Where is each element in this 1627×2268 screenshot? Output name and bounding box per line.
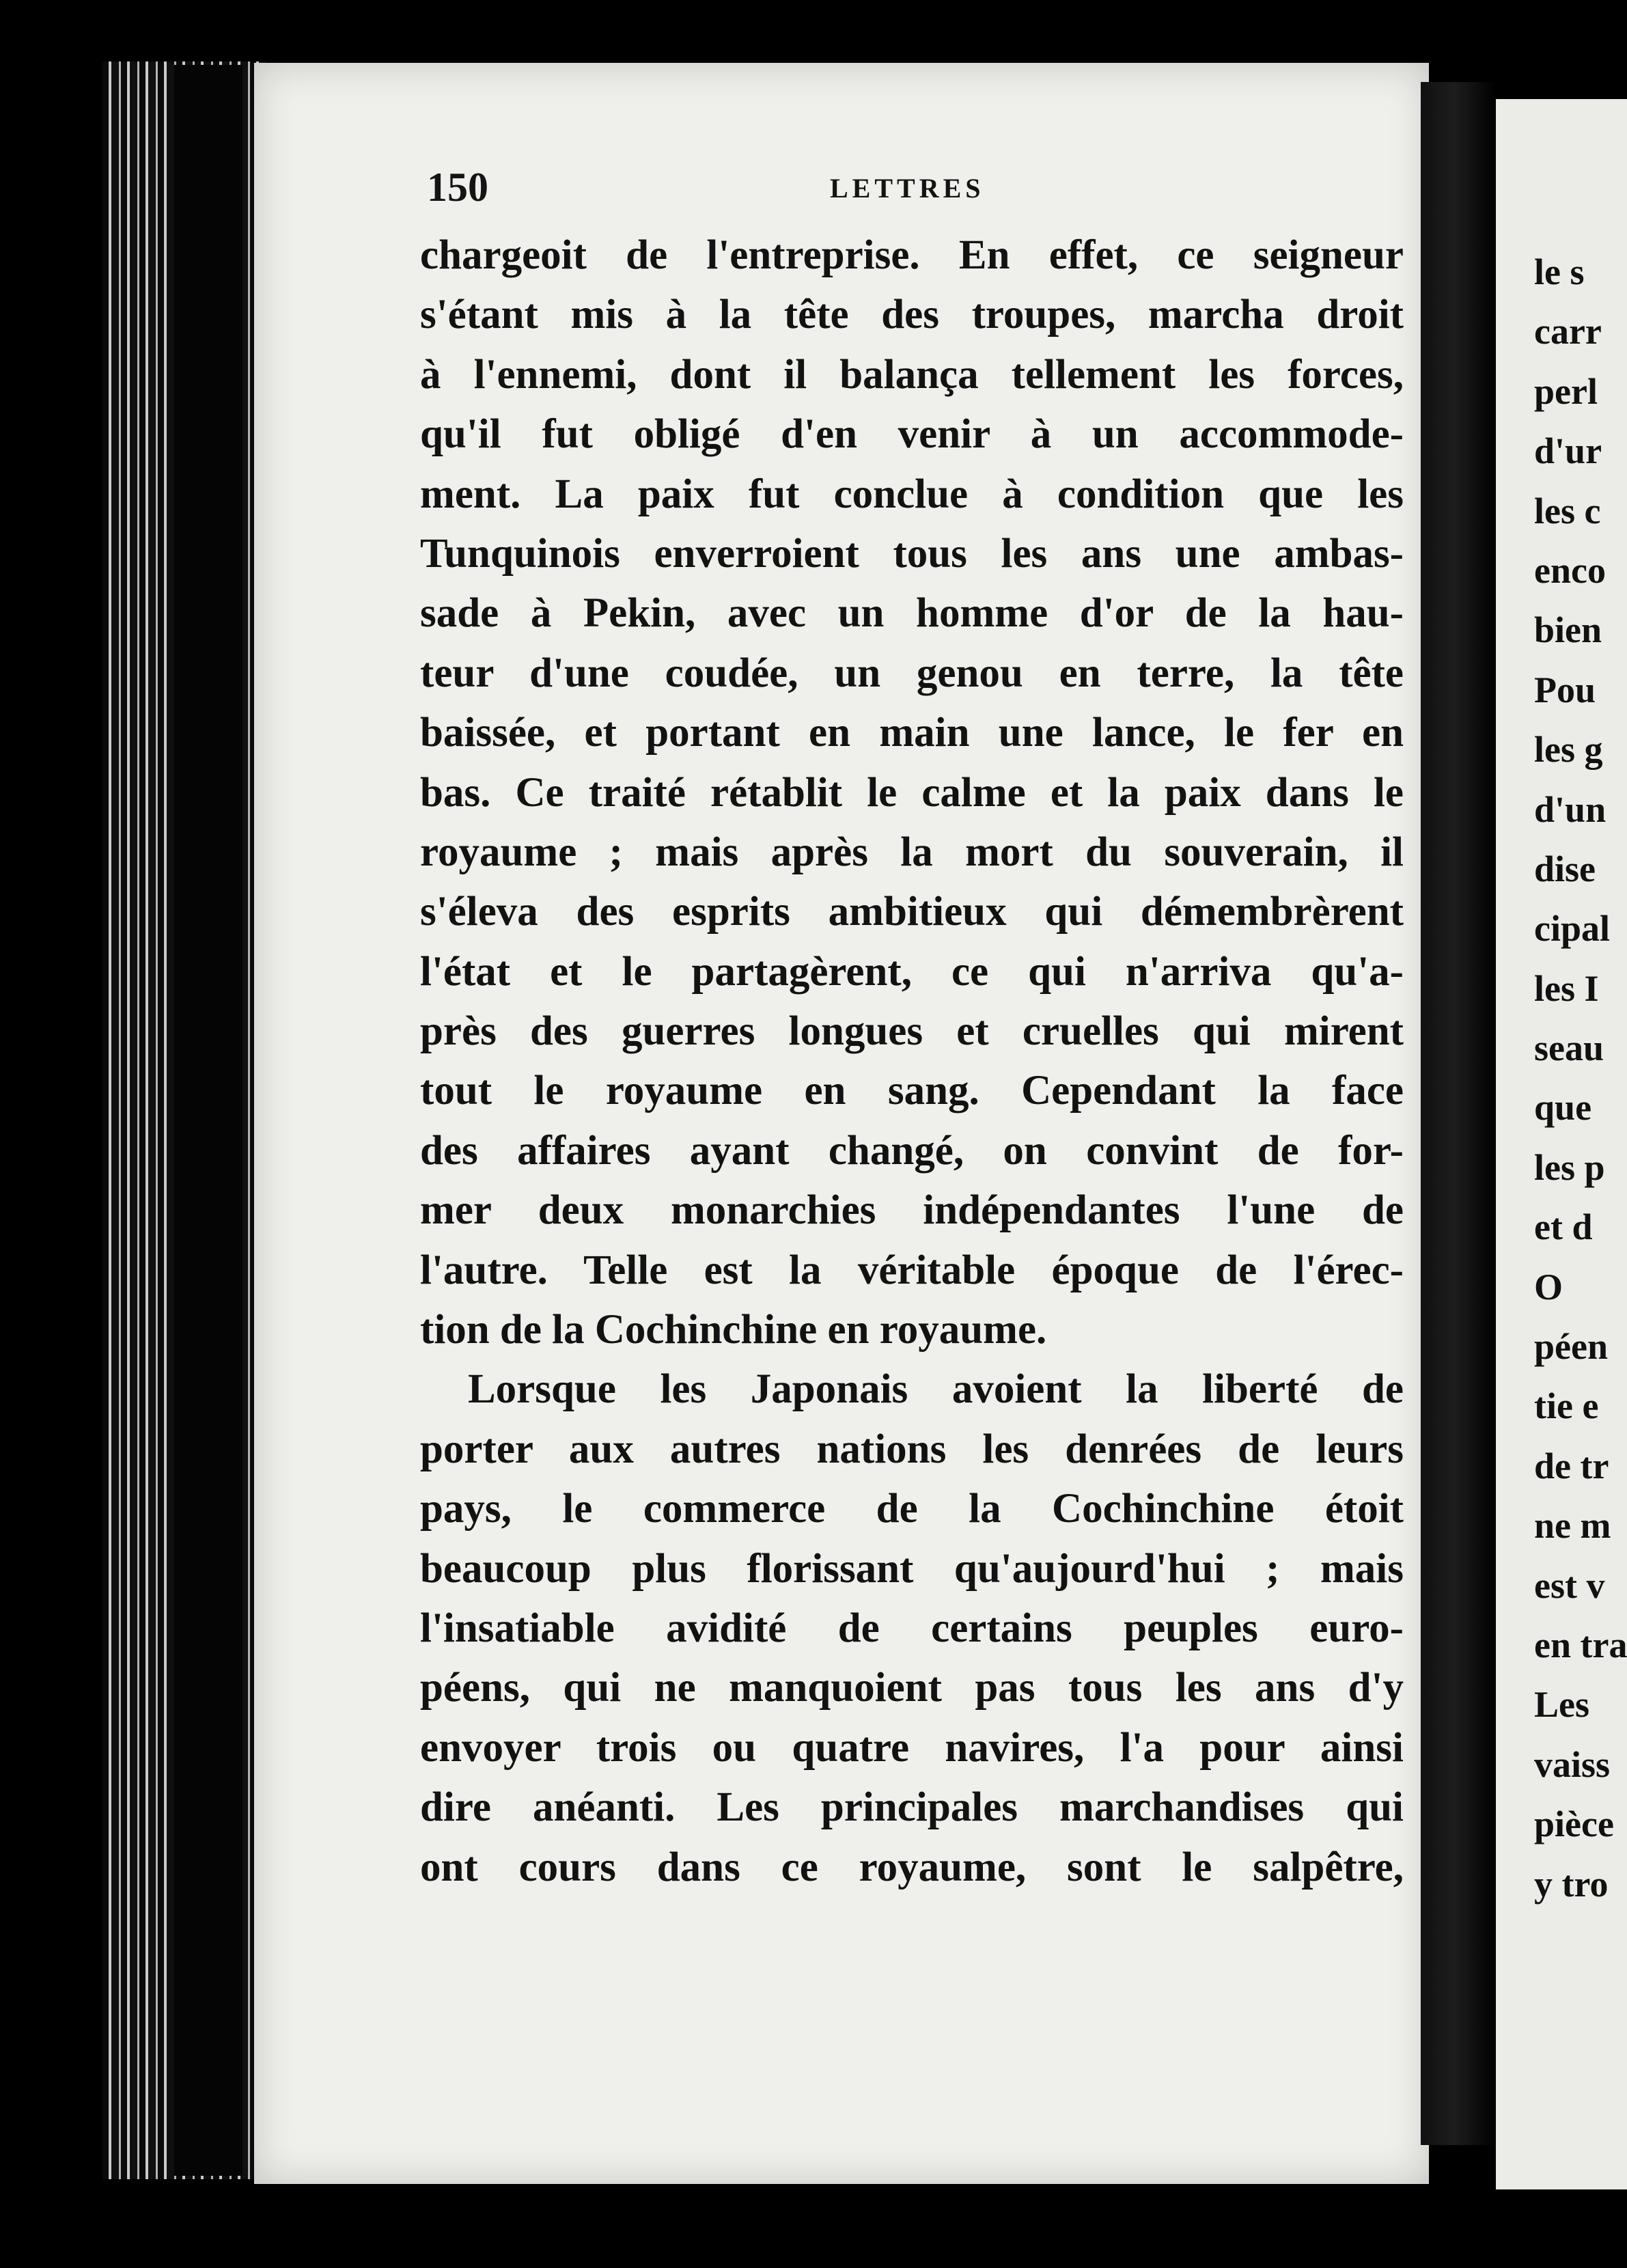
facing-text-line: seau [1534,1027,1604,1069]
text-line: s'éleva des esprits ambitieux qui démembrèrent [420,889,1404,935]
facing-text-line: d'un [1534,788,1607,830]
facing-text-line: dise [1534,848,1596,889]
text-line: tion de la Cochinchine en royaume. [420,1307,1047,1353]
facing-text-line: cipal [1534,908,1611,950]
text-line: beaucoup plus florissant qu'aujourd'hui ; mais [420,1545,1404,1592]
text-line: à l'ennemi, dont il balança tellement les forces, [420,351,1404,398]
text-line: l'état et le partagèrent, ce qui n'arriva qu'a- [420,948,1404,995]
text-line: l'autre. Telle est la véritable époque de l'érec- [420,1247,1404,1293]
facing-text-line: les g [1534,729,1603,771]
text-line: royaume ; mais après la mort du souverain, il [420,829,1404,875]
facing-text-line: y tro [1534,1863,1609,1905]
text-line: des affaires ayant changé, on convint de for- [420,1127,1404,1174]
body-text [420,225,1404,1897]
facing-text-line: le s [1534,251,1585,292]
facing-text-line: ne m [1534,1505,1611,1547]
text-line: bas. Ce traité rétablit le calme et la paix dans le [420,769,1404,816]
text-line: teur d'une coudée, un genou en terre, la tête [420,650,1404,696]
text-line: ont cours dans ce royaume, sont le salpêtre, [420,1844,1404,1890]
facing-text-line: vaiss [1534,1743,1611,1785]
facing-text-line: de tr [1534,1445,1609,1486]
text-line: baissée, et portant en main une lance, le fer en [420,710,1404,756]
text-line: sade à Pekin, avec un homme d'or de la hau- [420,590,1404,637]
facing-page-text [1534,243,1627,1914]
facing-text-line: que [1534,1087,1592,1129]
text-line: ment. La paix fut conclue à condition que les [420,471,1404,517]
text-line: porter aux autres nations les denrées de leurs [420,1426,1404,1472]
facing-text-line: pièce [1534,1803,1614,1845]
facing-text-line: les I [1534,967,1599,1009]
facing-text-line: d'ur [1534,430,1602,472]
facing-text-line: en tra [1534,1624,1627,1665]
text-line: Tunquinois enverroient tous les ans une ambas- [420,530,1404,577]
text-line: péens, qui ne manquoient pas tous les ans d'y [420,1665,1404,1711]
text-line: chargeoit de l'entreprise. En effet, ce seigneur [420,232,1404,278]
facing-text-line: péen [1534,1326,1608,1368]
page-gutter-shadow [1421,82,1496,2145]
facing-text-line: et d [1534,1206,1593,1248]
page-number: 150 [427,165,488,210]
facing-text-line: O [1534,1266,1563,1308]
facing-text-line: bien [1534,609,1602,651]
facing-text-line: est v [1534,1564,1605,1606]
book-edge-shadow [174,65,242,2176]
text-line: tout le royaume en sang. Cependant la face [420,1068,1404,1114]
facing-text-line: Les [1534,1684,1589,1726]
facing-text-line: les p [1534,1146,1605,1188]
facing-text-line: tie e [1534,1385,1599,1427]
facing-text-line: carr [1534,311,1602,352]
facing-text-line: enco [1534,549,1606,591]
running-head: LETTRES [830,173,985,204]
text-line: dire anéanti. Les principales marchandises qui [420,1784,1404,1831]
facing-text-line: perl [1534,370,1598,412]
text-line: envoyer trois ou quatre navires, l'a pour ainsi [420,1724,1404,1771]
text-line: pays, le commerce de la Cochinchine étoit [420,1486,1404,1532]
facing-text-line: les c [1534,490,1601,531]
facing-text-line: Pou [1534,669,1596,710]
facing-page [1496,99,1627,2189]
text-line: mer deux monarchies indépendantes l'une de [420,1187,1404,1234]
text-line: qu'il fut obligé d'en venir à un accommode- [420,411,1404,458]
paragraph-start-line: Lorsque les Japonais avoient la liberté de [468,1366,1404,1413]
text-line: s'étant mis à la tête des troupes, marcha droit [420,292,1404,338]
text-line: l'insatiable avidité de certains peuples euro- [420,1605,1404,1651]
page-header [427,164,1410,219]
text-line: près des guerres longues et cruelles qui mirent [420,1008,1404,1055]
